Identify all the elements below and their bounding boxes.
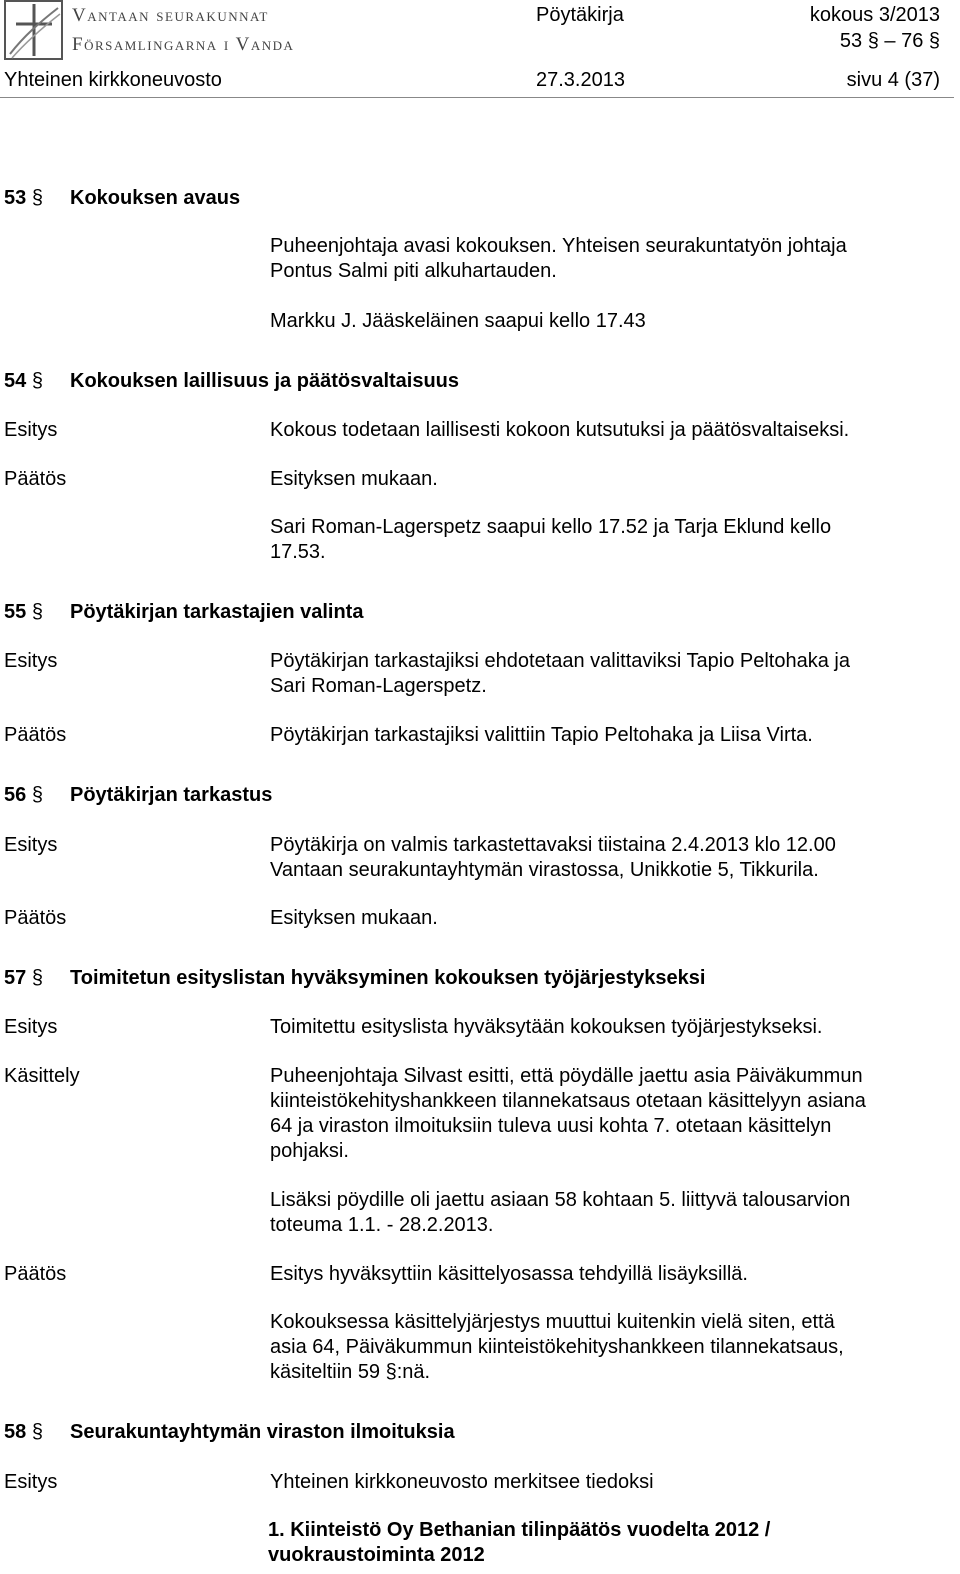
- row-label: Esitys: [4, 650, 58, 672]
- row-label: Esitys: [4, 1016, 58, 1038]
- section-title: Seurakuntayhtymän viraston ilmoituksia: [70, 1421, 455, 1443]
- list-item-heading: 1. Kiinteistö Oy Bethanian tilinpäätös vuodelta 2012 / vuokraustoiminta 2012: [268, 1519, 771, 1566]
- row-label: Esitys: [4, 419, 58, 441]
- governing-body: Yhteinen kirkkoneuvosto: [4, 69, 222, 91]
- row-label: Esitys: [4, 834, 58, 856]
- paragraph-text: Yhteinen kirkkoneuvosto merkitsee tiedoksi: [270, 1471, 654, 1493]
- row-label: Esitys: [4, 1471, 58, 1493]
- paragraph-text: Pöytäkirjan tarkastajiksi valittiin Tapio Peltohaka ja Liisa Virta.: [270, 724, 813, 746]
- paragraph-text: Sari Roman-Lagerspetz saapui kello 17.52 ja Tarja Eklund kello 17.53.: [270, 516, 832, 563]
- meeting-number: kokous 3/2013: [809, 4, 940, 26]
- section-number: 55 §: [4, 601, 43, 623]
- section-number: 58 §: [4, 1421, 43, 1443]
- paragraph-text: Pöytäkirjan tarkastajiksi ehdotetaan valittaviksi Tapio Peltohaka ja Sari Roman-Lagerspetz.: [270, 650, 850, 697]
- section-title: Kokouksen avaus: [70, 187, 241, 209]
- church-logo: [4, 0, 64, 62]
- paragraph-text: Kokouksessa käsittelyjärjestys muuttui kuitenkin vielä siten, että asia 64, Päiväkummun kiinteistökehityshankkeen tilannekatsaus, käsiteltiin 59 §:nä.: [270, 1311, 844, 1383]
- paragraph-text: Esityksen mukaan.: [270, 468, 438, 490]
- paragraph-text: Lisäksi pöydille oli jaettu asiaan 58 kohtaan 5. liittyvä talousarvion toteuma 1.1. - 28.2.2013.: [270, 1189, 851, 1236]
- document-type: Pöytäkirja: [536, 4, 624, 26]
- row-label: Päätös: [4, 907, 67, 929]
- row-label: Päätös: [4, 724, 67, 746]
- org-name-finnish: Vantaan seurakunnat: [72, 5, 269, 26]
- paragraph-text: Esitys hyväksyttiin käsittelyosassa tehdyillä lisäyksillä.: [270, 1263, 748, 1285]
- row-label: Päätös: [4, 1263, 67, 1285]
- header-divider: [0, 97, 954, 98]
- section-number: 53 §: [4, 187, 43, 209]
- paragraph-text: Puheenjohtaja Silvast esitti, että pöydälle jaettu asia Päiväkummun kiinteistökehityshankkeen tilannekatsaus otetaan käsittelyyn asiana 64 ja viraston ilmoituksiin tuleva uusi kohta 7. otetaan käsittelyn pohjaksi.: [270, 1065, 866, 1162]
- section-title: Toimitetun esityslistan hyväksyminen kokouksen työjärjestykseksi: [70, 967, 706, 989]
- row-label: Päätös: [4, 468, 67, 490]
- page-number: sivu 4 (37): [846, 69, 940, 91]
- paragraph-text: Esityksen mukaan.: [270, 907, 438, 929]
- section-title: Pöytäkirjan tarkastajien valinta: [70, 601, 364, 623]
- section-title: Pöytäkirjan tarkastus: [70, 784, 273, 806]
- section-number: 56 §: [4, 784, 43, 806]
- row-label: Käsittely: [4, 1065, 80, 1087]
- paragraph-text: Puheenjohtaja avasi kokouksen. Yhteisen seurakuntatyön johtaja Pontus Salmi piti alkuhartauden.: [270, 235, 847, 282]
- paragraph-text: Toimitettu esityslista hyväksytään kokouksen työjärjestykseksi.: [270, 1016, 823, 1038]
- section-number: 57 §: [4, 967, 43, 989]
- org-name-swedish: Församlingarna i Vanda: [72, 34, 295, 55]
- paragraph-text: Kokous todetaan laillisesti kokoon kutsutuksi ja päätösvaltaiseksi.: [270, 419, 850, 441]
- section-title: Kokouksen laillisuus ja päätösvaltaisuus: [70, 370, 460, 392]
- paragraph-range: 53 § – 76 §: [839, 30, 940, 52]
- paragraph-text: Pöytäkirja on valmis tarkastettavaksi tiistaina 2.4.2013 klo 12.00 Vantaan seurakuntayhtymän virastossa, Unikkotie 5, Tikkurila.: [270, 834, 836, 881]
- cross-logo-icon: [4, 0, 64, 62]
- meeting-date: 27.3.2013: [536, 69, 625, 91]
- paragraph-text: Markku J. Jääskeläinen saapui kello 17.43: [270, 310, 646, 332]
- section-number: 54 §: [4, 370, 43, 392]
